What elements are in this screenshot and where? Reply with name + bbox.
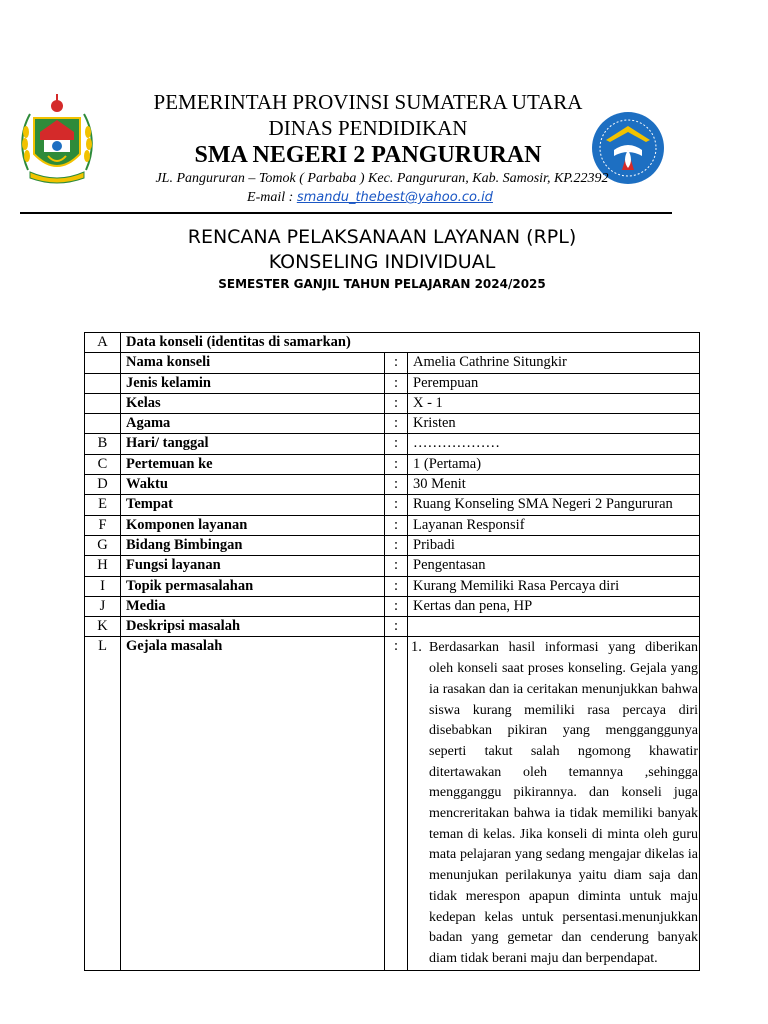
row-value: Pribadi xyxy=(408,535,700,555)
row-value: Kertas dan pena, HP xyxy=(408,596,700,616)
row-label: Nama konseli xyxy=(121,353,385,373)
row-code: K xyxy=(85,617,121,637)
row-colon: : xyxy=(385,353,408,373)
letterhead-government: PEMERINTAH PROVINSI SUMATERA UTARA xyxy=(153,90,583,114)
row-label: Deskripsi masalah xyxy=(121,617,385,637)
row-colon: : xyxy=(385,393,408,413)
table-row xyxy=(85,596,700,616)
row-code xyxy=(85,414,121,434)
gejala-number: 1. xyxy=(411,639,422,656)
row-label: Media xyxy=(121,596,385,616)
row-label: Data konseli (identitas di samarkan) xyxy=(121,333,700,353)
row-colon: : xyxy=(385,495,408,515)
row-code: I xyxy=(85,576,121,596)
table-row xyxy=(85,373,700,393)
row-label: Agama xyxy=(121,414,385,434)
row-value: 1 (Pertama) xyxy=(408,454,700,474)
table-row-header xyxy=(85,333,700,353)
table-row xyxy=(85,495,700,515)
row-value: Ruang Konseling SMA Negeri 2 Pangururan xyxy=(408,495,700,515)
table-row-gejala xyxy=(85,637,700,970)
row-label: Komponen layanan xyxy=(121,515,385,535)
rpl-table xyxy=(84,332,700,971)
row-label: Hari/ tanggal xyxy=(121,434,385,454)
table-row xyxy=(85,617,700,637)
table-row xyxy=(85,556,700,576)
row-label: Gejala masalah xyxy=(121,637,385,970)
row-colon: : xyxy=(385,515,408,535)
table-row xyxy=(85,475,700,495)
table-row xyxy=(85,414,700,434)
row-value: 30 Menit xyxy=(408,475,700,495)
row-value: X - 1 xyxy=(408,393,700,413)
row-colon: : xyxy=(385,556,408,576)
row-code xyxy=(85,353,121,373)
row-code xyxy=(85,393,121,413)
row-value xyxy=(408,637,700,970)
document-title: RENCANA PELAKSANAAN LAYANAN (RPL) xyxy=(187,226,577,248)
document-subtitle: KONSELING INDIVIDUAL xyxy=(268,251,496,273)
letterhead-office: DINAS PENDIDIKAN xyxy=(268,116,468,140)
email-label: E-mail : xyxy=(247,190,297,205)
row-colon: : xyxy=(385,373,408,393)
row-code xyxy=(85,373,121,393)
row-label: Jenis kelamin xyxy=(121,373,385,393)
row-code: L xyxy=(85,637,121,970)
row-colon: : xyxy=(385,475,408,495)
email-link[interactable]: smandu_thebest@yahoo.co.id xyxy=(296,190,493,205)
table-row xyxy=(85,353,700,373)
row-code: J xyxy=(85,596,121,616)
letterhead-email-line xyxy=(0,190,754,206)
row-code: F xyxy=(85,515,121,535)
row-colon: : xyxy=(385,434,408,454)
row-code: C xyxy=(85,454,121,474)
row-code: H xyxy=(85,556,121,576)
row-value xyxy=(408,617,700,637)
row-label: Pertemuan ke xyxy=(121,454,385,474)
row-colon: : xyxy=(385,454,408,474)
row-label: Topik permasalahan xyxy=(121,576,385,596)
row-code: B xyxy=(85,434,121,454)
row-colon: : xyxy=(385,576,408,596)
table-row xyxy=(85,434,700,454)
document-semester: SEMESTER GANJIL TAHUN PELAJARAN 2024/2025 xyxy=(218,277,546,291)
row-colon: : xyxy=(385,535,408,555)
row-value: Pengentasan xyxy=(408,556,700,576)
row-colon: : xyxy=(385,596,408,616)
row-value: Layanan Responsif xyxy=(408,515,700,535)
row-label: Fungsi layanan xyxy=(121,556,385,576)
letterhead-divider xyxy=(20,212,672,214)
row-value: Kristen xyxy=(408,414,700,434)
row-colon: : xyxy=(385,414,408,434)
row-label: Waktu xyxy=(121,475,385,495)
row-label: Kelas xyxy=(121,393,385,413)
table-row xyxy=(85,393,700,413)
row-code: A xyxy=(85,333,121,353)
row-colon: : xyxy=(385,637,408,970)
table-row xyxy=(85,535,700,555)
letterhead-school: SMA NEGERI 2 PANGURURAN xyxy=(194,142,542,168)
row-code: D xyxy=(85,475,121,495)
row-code: E xyxy=(85,495,121,515)
row-label: Bidang Bimbingan xyxy=(121,535,385,555)
gejala-list-item xyxy=(411,637,698,969)
row-colon: : xyxy=(385,617,408,637)
letterhead-address: JL. Pangururan – Tomok ( Parbaba ) Kec. Pangururan, Kab. Samosir, KP.22392 xyxy=(155,171,609,186)
table-row xyxy=(85,454,700,474)
gejala-text: Berdasarkan hasil informasi yang diberikan oleh konseli saat proses konseling. Gejala yang ia rasakan dan ia ceritakan menunjukkan bahwa siswa kurang memiliki rasa percaya diri disebabkan pikiran yang mengganggunya seperti takut salah ngomong khawatir ditertawakan oleh temannya ,sehingga mengganggu pikirannya. dan konseli juga mencreritakan bahwa ia tidak memiliki banyak teman di kelas. Jika konseli di minta oleh guru mata pelajaran yang sedang mengajar dikelas ia menunjukan perilakunya yaitu diam saja dan tidak merespon apapun diminta untuk maju kedepan kelas untuk persentasi.menunjukkan badan yang gemetar dan cenderung banyak diam tidak berani maju dan berpendapat. xyxy=(429,640,699,966)
row-code: G xyxy=(85,535,121,555)
row-value: Amelia Cathrine Situngkir xyxy=(408,353,700,373)
table-row xyxy=(85,515,700,535)
table-row xyxy=(85,576,700,596)
row-label: Tempat xyxy=(121,495,385,515)
row-value: ……………… xyxy=(408,434,700,454)
row-value: Kurang Memiliki Rasa Percaya diri xyxy=(408,576,700,596)
row-value: Perempuan xyxy=(408,373,700,393)
